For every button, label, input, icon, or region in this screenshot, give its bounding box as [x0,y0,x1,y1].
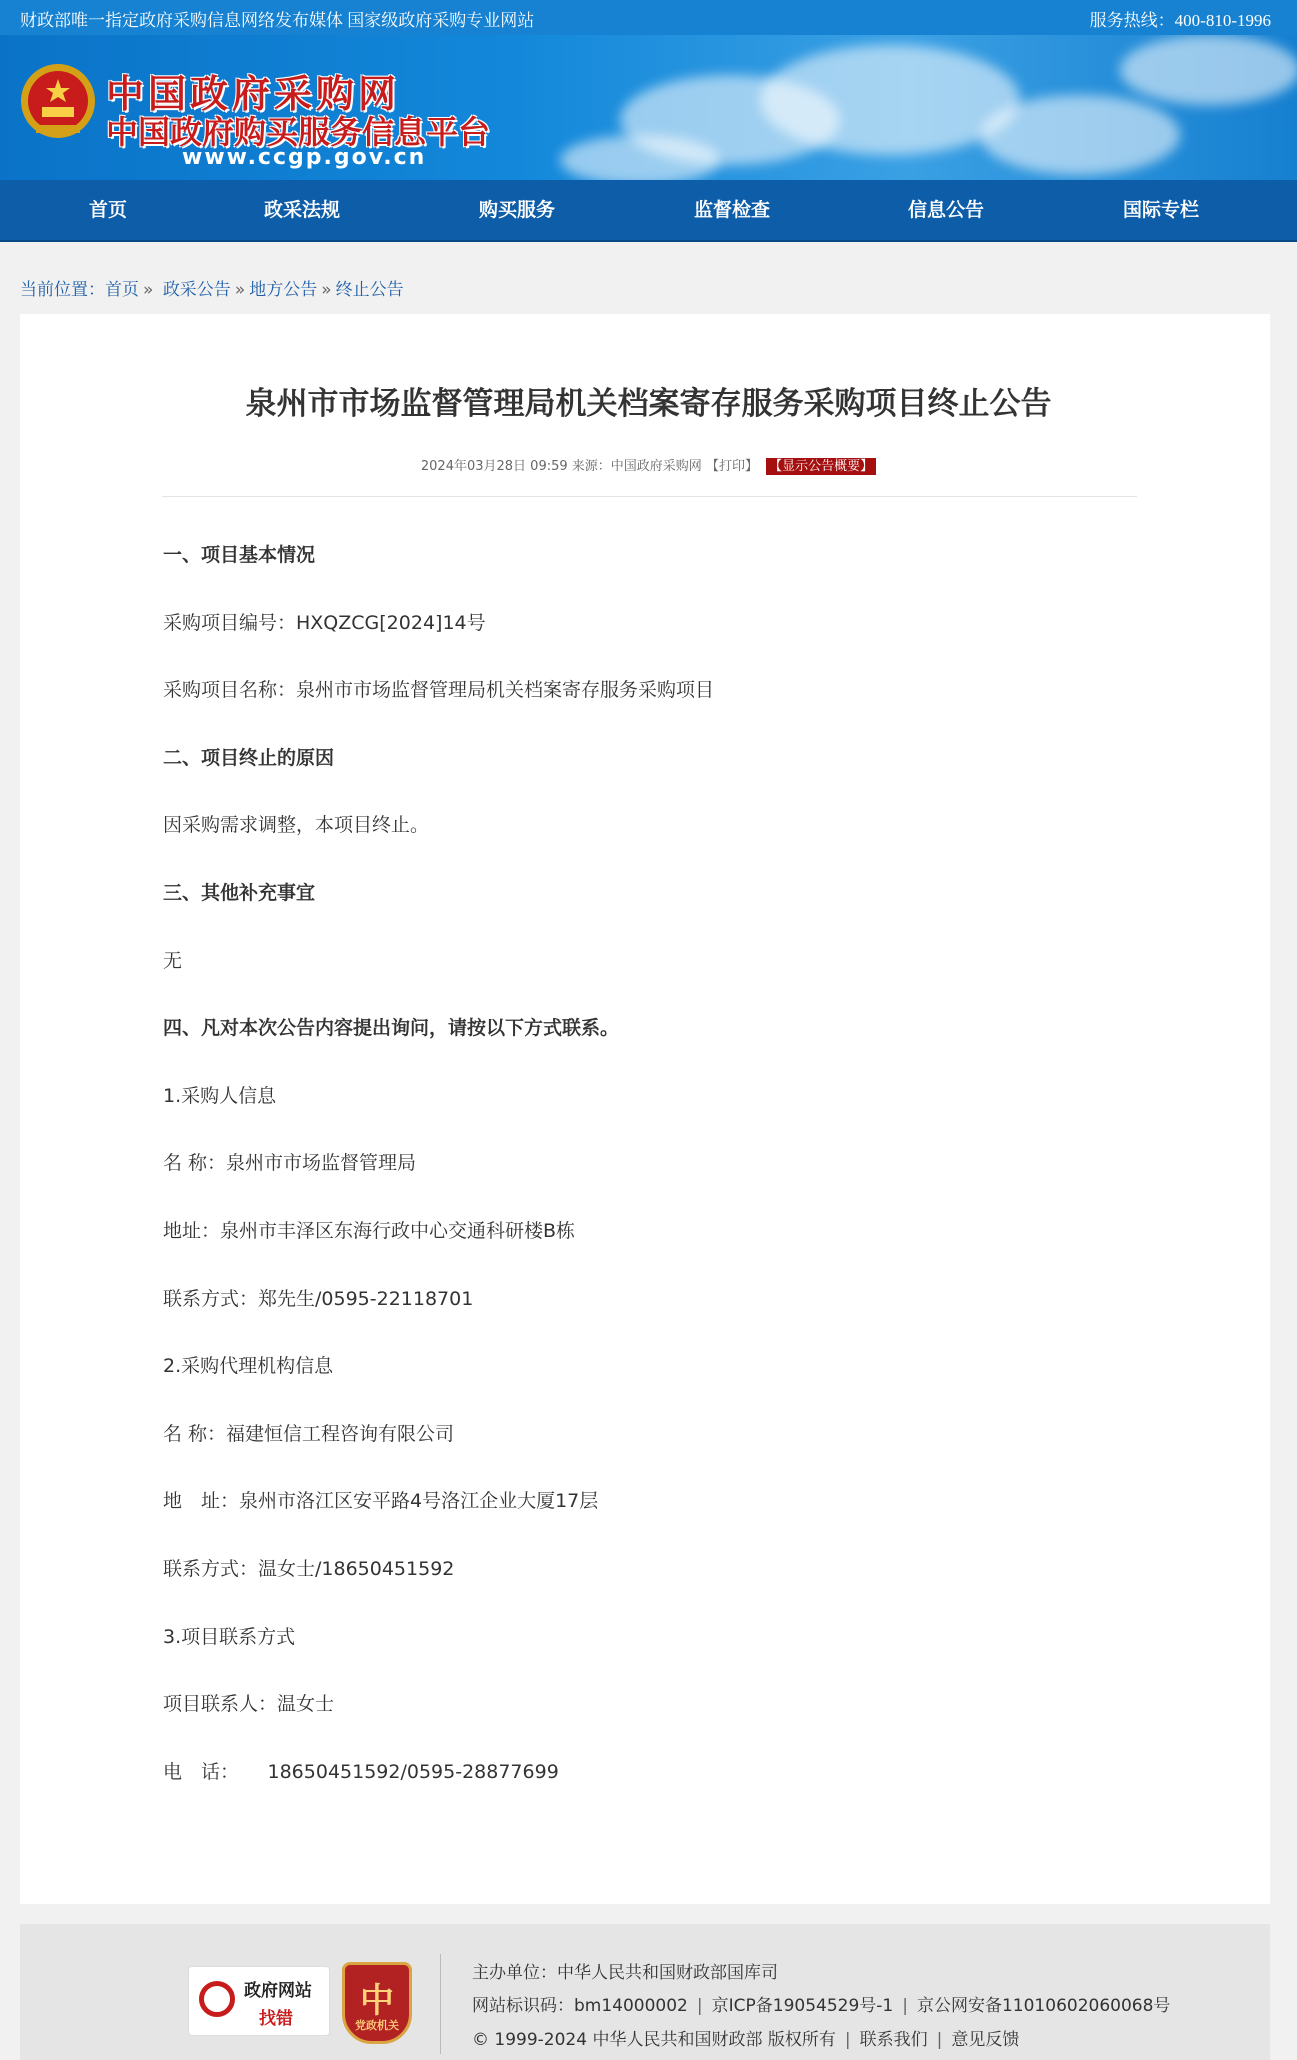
body-line: 项目联系人：温女士 [163,1693,335,1715]
breadcrumb [20,275,404,300]
footer-separator: | [696,1996,703,2016]
section-heading: 四、凡对本次公告内容提出询问，请按以下方式联系。 [163,1017,620,1039]
body-line: 联系方式：温女士/18650451592 [163,1558,455,1580]
breadcrumb-prefix: 当前位置： [20,280,105,300]
footer-police-link[interactable]: 京公网安备11010602060068号 [916,1996,1171,2016]
logo-subtitle: 中国政府购买服务信息平台 [106,113,491,151]
body-line: 采购项目编号：HXQZCG[2024]14号 [163,612,486,634]
breadcrumb-termination-announcements[interactable]: 终止公告 [335,280,404,300]
body-line: 2.采购代理机构信息 [163,1355,334,1377]
badge-text: 党政机关 [355,2019,399,2032]
body-line: 无 [163,950,183,972]
body-line: 采购项目名称：泉州市市场监督管理局机关档案寄存服务采购项目 [163,679,715,701]
breadcrumb-procurement-announcements[interactable]: 政采公告 [162,280,231,300]
breadcrumb-home[interactable]: 首页 [105,280,139,300]
main-nav [0,180,1297,242]
section-heading: 二、项目终止的原因 [163,747,335,769]
logo-title: 中国政府采购网 [106,72,401,116]
footer-divider [440,1954,441,2054]
footer-separator: | [936,2030,943,2050]
breadcrumb-separator: » [234,280,246,300]
footer-registration [472,1991,1170,2016]
footer-separator: | [902,1996,908,2016]
nav-item-regulations[interactable]: 政采法规 [263,199,340,221]
body-line: 电 话： 18650451592/0595-28877699 [163,1761,559,1783]
gov-site-error-report-badge[interactable] [188,1966,330,2036]
footer-host: 主办单位：中华人民共和国财政部国库司 [472,1963,778,1983]
nav-item-announcements[interactable]: 信息公告 [907,199,984,221]
body-line: 地址：泉州市丰泽区东海行政中心交通科研楼B栋 [163,1220,576,1242]
nav-item-purchase-services[interactable]: 购买服务 [478,199,555,221]
footer-contact-link[interactable]: 联系我们 [859,2030,928,2050]
body-line: 名 称：福建恒信工程咨询有限公司 [163,1423,455,1445]
nav-item-home[interactable]: 首页 [88,199,127,221]
badge-line1: 政府网站 [244,1981,312,2001]
footer-copyright: © 1999-2024 中华人民共和国财政部 版权所有 [472,2030,836,2050]
site-tagline: 财政部唯一指定政府采购信息网络发布媒体 国家级政府采购专业网站 [20,11,535,30]
breadcrumb-separator: » [143,280,154,300]
footer-copyright-row [472,2025,1019,2050]
body-line: 联系方式：郑先生/0595-22118701 [163,1288,474,1310]
footer-separator: | [844,2030,851,2050]
title-divider [162,496,1137,497]
footer-icp-link[interactable]: 京ICP备19054529号-1 [711,1996,894,2016]
body-line: 地 址：泉州市洛江区安平路4号洛江企业大厦17层 [163,1490,599,1512]
emblem-glyph-icon: 中 [360,1981,394,2021]
service-hotline: 服务热线：400-810-1996 [1089,11,1271,30]
magnifier-icon [199,1981,235,2017]
article-source: 来源：中国政府采购网 [571,459,702,474]
nav-item-international[interactable]: 国际专栏 [1122,199,1199,221]
logo-url: www.ccgp.gov.cn [182,145,427,170]
article-title: 泉州市市场监督管理局机关档案寄存服务采购项目终止公告 [245,386,1052,422]
body-line: 名 称：泉州市市场监督管理局 [163,1152,417,1174]
section-heading: 一、项目基本情况 [163,544,316,566]
footer-feedback-link[interactable]: 意见反馈 [951,2030,1020,2050]
footer-site-id: 网站标识码：bm14000002 [472,1996,688,2016]
body-line: 因采购需求调整，本项目终止。 [163,814,430,836]
show-summary-button[interactable]: 【显示公告概要】 [766,458,876,475]
article-meta [0,455,1297,474]
nav-item-supervision[interactable]: 监督检查 [693,199,770,221]
badge-line2: 找错 [259,2009,293,2029]
site-header [0,35,1297,180]
breadcrumb-separator: » [321,280,332,300]
body-line: 1.采购人信息 [163,1085,277,1107]
print-link[interactable]: 【打印】 [705,459,758,474]
body-line: 3.项目联系方式 [163,1626,296,1648]
national-emblem-icon [18,61,98,143]
section-heading: 三、其他补充事宜 [163,882,316,904]
top-bar [0,0,1297,35]
publish-date: 2024年03月28日 09:59 [420,459,568,474]
breadcrumb-local-announcements[interactable]: 地方公告 [249,280,318,300]
party-government-organ-badge[interactable] [342,1962,412,2044]
